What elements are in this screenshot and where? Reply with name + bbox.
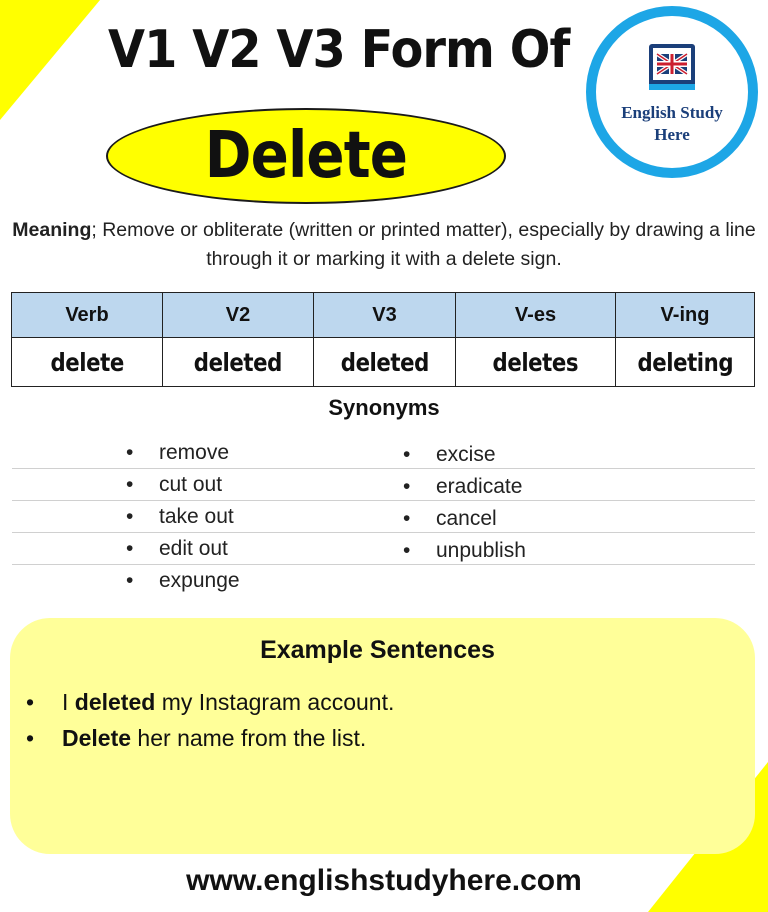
- rule-line: [12, 533, 755, 565]
- example-sentence: [26, 720, 394, 756]
- example-text-after: my Instagram account.: [155, 689, 395, 715]
- table-row: [12, 338, 755, 387]
- value-v3: deleted: [340, 347, 429, 377]
- example-verb: deleted: [74, 689, 156, 715]
- verb-forms-table: [11, 292, 755, 387]
- list-item: • cancel: [403, 503, 526, 535]
- site-logo[interactable]: [586, 6, 758, 178]
- synonyms-list-right: [403, 439, 526, 567]
- table-header-row: [12, 293, 755, 338]
- list-item: • excise: [403, 439, 526, 471]
- logo-line-1: English Study: [621, 103, 723, 122]
- verb-oval: [106, 108, 506, 204]
- meaning-label: Meaning: [12, 219, 92, 241]
- verb-title: Delete: [204, 119, 408, 193]
- list-item: • unpublish: [403, 535, 526, 567]
- list-item: • expunge: [126, 565, 240, 597]
- logo-text: [621, 102, 723, 146]
- example-verb: Delete: [62, 725, 132, 751]
- header-v-ing: V-ing: [616, 293, 755, 338]
- header-v3: V3: [314, 293, 456, 338]
- cell-v2: [163, 338, 314, 387]
- rule-line: [12, 501, 755, 533]
- example-text-after: her name from the list.: [131, 725, 367, 751]
- examples-list: [26, 684, 394, 756]
- list-item: • cut out: [126, 469, 240, 501]
- book-with-uk-flag-icon: [643, 40, 701, 96]
- rule-line: [12, 437, 755, 469]
- example-text-before: I: [62, 689, 75, 715]
- synonyms-rule-lines: [12, 437, 755, 565]
- cell-verb: [12, 338, 163, 387]
- cell-v3: [314, 338, 456, 387]
- meaning-text: ; Remove or obliterate (written or printed matter), especially by drawing a line through it or marking it with a delete sign.: [91, 219, 756, 270]
- value-verb: delete: [50, 347, 124, 377]
- value-v-es: deletes: [492, 347, 579, 377]
- rule-line: [12, 469, 755, 501]
- header-verb: Verb: [12, 293, 163, 338]
- website-url[interactable]: www.englishstudyhere.com: [186, 864, 582, 897]
- cell-v-es: [456, 338, 616, 387]
- cell-v-ing: [616, 338, 755, 387]
- header-v2: V2: [163, 293, 314, 338]
- meaning-paragraph: [10, 216, 758, 274]
- list-item: • take out: [126, 501, 240, 533]
- example-sentence: [26, 684, 394, 720]
- synonyms-title: Synonyms: [328, 395, 440, 420]
- page-title: V1 V2 V3 Form Of: [108, 20, 570, 80]
- list-item: • remove: [126, 437, 240, 469]
- examples-title: Example Sentences: [260, 636, 495, 664]
- corner-decoration-top-left: [0, 0, 100, 120]
- list-item: • edit out: [126, 533, 240, 565]
- synonyms-list-left: [126, 437, 240, 597]
- list-item: • eradicate: [403, 471, 526, 503]
- header-v-es: V-es: [456, 293, 616, 338]
- value-v-ing: deleting: [637, 347, 733, 377]
- logo-line-2: Here: [654, 125, 690, 144]
- value-v2: deleted: [193, 347, 283, 377]
